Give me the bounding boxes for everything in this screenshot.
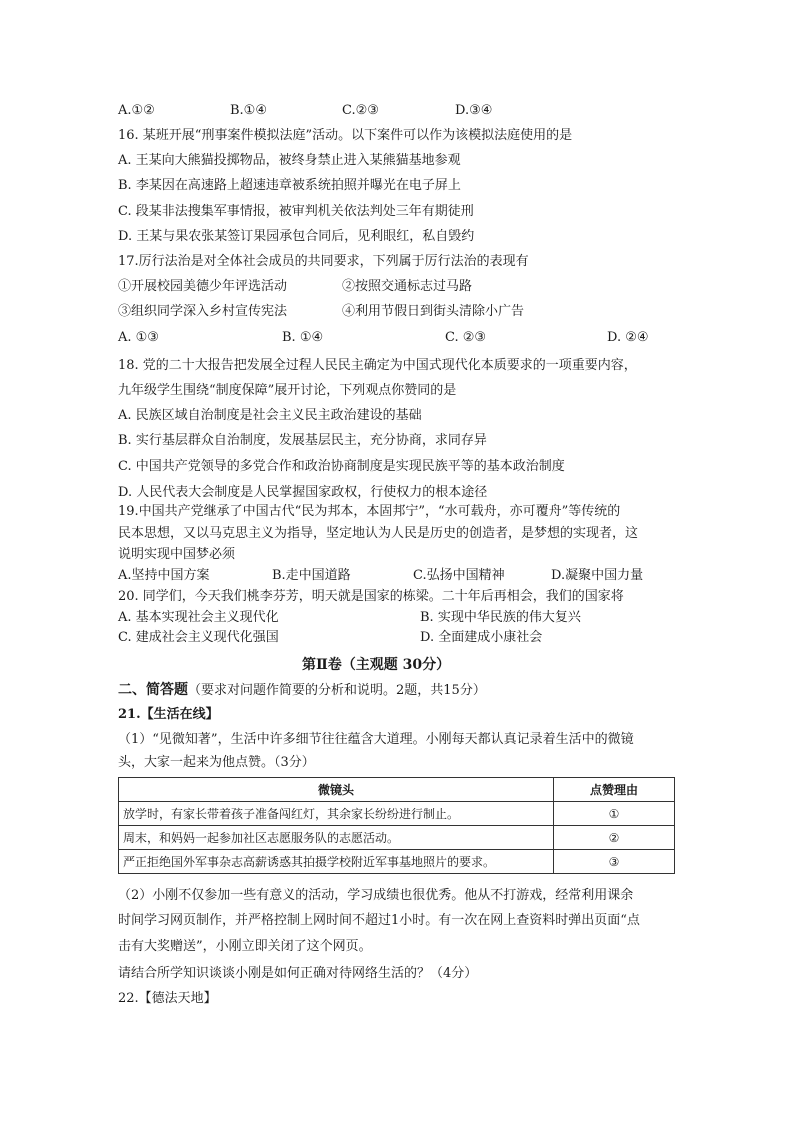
table-row: [119, 802, 675, 826]
q15-option-c: C.②③: [342, 103, 379, 118]
q18-option-d: D. 人民代表大会制度是人民掌握国家政权，行使权力的根本途径: [118, 485, 488, 500]
q16-option-a: A. 王某向大熊猫投掷物品，被终身禁止进入某熊猫基地参观: [118, 153, 461, 168]
table-cell-reason: ①: [554, 802, 675, 826]
q16-option-c: C. 段某非法搜集军事情报，被审判机关依法判处三年有期徒刑: [118, 204, 474, 219]
table-row: [119, 850, 675, 874]
q17-item-3: ③组织同学深入乡村宣传宪法: [118, 304, 288, 319]
q18-option-c: C. 中国共产党领导的多党合作和政治协商制度是实现民族平等的基本政治制度: [118, 459, 565, 474]
q19-stem-line2: 民本思想，又以马克思主义为指导，坚定地认为人民是历史的创造者，是梦想的实现者，这: [118, 526, 639, 541]
table-row: [119, 826, 675, 850]
q19-option-d: D.凝聚中国力量: [551, 568, 644, 583]
q17-option-d: D. ②④: [607, 330, 649, 345]
q21-sub2-line2: 时间学习网页制作，并严格控制上网时间不超过1小时。有一次在网上查资料时弹出页面“点: [118, 913, 640, 928]
q20-stem: 20. 同学们，今天我们桃李芬芳，明天就是国家的栋梁。二十年后再相会，我们的国家将: [118, 589, 624, 604]
q18-option-a: A. 民族区域自治制度是社会主义民主政治建设的基础: [118, 408, 422, 423]
table-cell-reason: ③: [554, 850, 675, 874]
q20-option-c: C. 建成社会主义现代化强国: [118, 630, 279, 645]
microlens-table: [118, 777, 675, 874]
q17-item-1: ①开展校园美德少年评选活动: [118, 279, 288, 294]
q19-option-b: B.走中国道路: [272, 568, 351, 583]
q19-stem-line1: 19.中国共产党继承了中国古代“民为邦本，本固邦宁”，“水可载舟，亦可覆舟”等传统的: [118, 504, 621, 519]
part2-section-note: （要求对问题作简要的分析和说明。2题，共15分）: [188, 683, 486, 698]
q20-option-b: B. 实现中华民族的伟大复兴: [420, 610, 581, 625]
q19-stem-line3: 说明实现中国梦必须: [118, 547, 236, 562]
table-cell-reason: ②: [554, 826, 675, 850]
table-header-microlens: 微镜头: [119, 778, 554, 802]
table-header-row: [119, 778, 675, 802]
part2-title: 第Ⅱ卷（主观题 30分）: [302, 657, 451, 673]
table-header-reason: 点赞理由: [554, 778, 675, 802]
q20-option-d: D. 全面建成小康社会: [420, 630, 543, 645]
q15-option-d: D.③④: [455, 103, 493, 118]
q17-option-a: A. ①③: [118, 330, 159, 345]
q18-stem-line1: 18. 党的二十大报告把发展全过程人民民主确定为中国式现代化本质要求的一项重要内容，: [118, 358, 637, 373]
q16-stem: 16. 某班开展“刑事案件模拟法庭”活动。以下案件可以作为该模拟法庭使用的是: [118, 128, 573, 143]
table-cell-scene: 周末，和妈妈一起参加社区志愿服务队的志愿活动。: [119, 826, 554, 850]
q21-sub1-line1: （1）“见微知著”，生活中许多细节往往蕴含大道理。小刚每天都认真记录着生活中的微镜: [118, 732, 634, 747]
q21-sub1-line2: 头，大家一起来为他点赞。（3分）: [118, 755, 315, 770]
q15-option-a: A.①②: [118, 103, 155, 118]
q15-option-b: B.①④: [230, 103, 267, 118]
q17-item-4: ④利用节假日到街头清除小广告: [342, 304, 525, 319]
q16-option-b: B. 李某因在高速路上超速违章被系统拍照并曝光在电子屏上: [118, 178, 461, 193]
table-cell-scene: 严正拒绝国外军事杂志高薪诱惑其拍摄学校附近军事基地照片的要求。: [119, 850, 554, 874]
q22-heading: 22.【德法天地】: [118, 991, 217, 1006]
q21-sub2-line1: （2）小刚不仅参加一些有意义的活动，学习成绩也很优秀。他从不打游戏，经常利用课余: [118, 888, 634, 903]
part2-section-heading: [118, 679, 486, 699]
q19-option-a: A.坚持中国方案: [118, 568, 210, 583]
q21-heading: 21.【生活在线】: [118, 707, 219, 722]
q17-option-b: B. ①④: [282, 330, 324, 345]
q21-sub2-line3: 击有大奖赠送”，小刚立即关闭了这个网页。: [118, 939, 372, 954]
q17-item-2: ②按照交通标志过马路: [342, 279, 473, 294]
q16-option-d: D. 王某与果农张某签订果园承包合同后，见利眼红，私自毁约: [118, 229, 475, 244]
q20-option-a: A. 基本实现社会主义现代化: [118, 610, 279, 625]
q18-option-b: B. 实行基层群众自治制度，发展基层民主，充分协商，求同存异: [118, 433, 487, 448]
q17-option-c: C. ②③: [445, 330, 487, 345]
q18-stem-line2: 九年级学生围绕“制度保障”展开讨论，下列观点你赞同的是: [118, 383, 457, 398]
part2-section-label: 二、简答题: [118, 682, 188, 698]
table-cell-scene: 放学时，有家长带着孩子准备闯红灯，其余家长纷纷进行制止。: [119, 802, 554, 826]
q21-sub2-question: 请结合所学知识谈谈小刚是如何正确对待网络生活的？（4分）: [118, 966, 478, 981]
q17-stem: 17.厉行法治是对全体社会成员的共同要求，下列属于厉行法治的表现有: [118, 254, 529, 269]
q19-option-c: C.弘扬中国精神: [413, 568, 505, 583]
